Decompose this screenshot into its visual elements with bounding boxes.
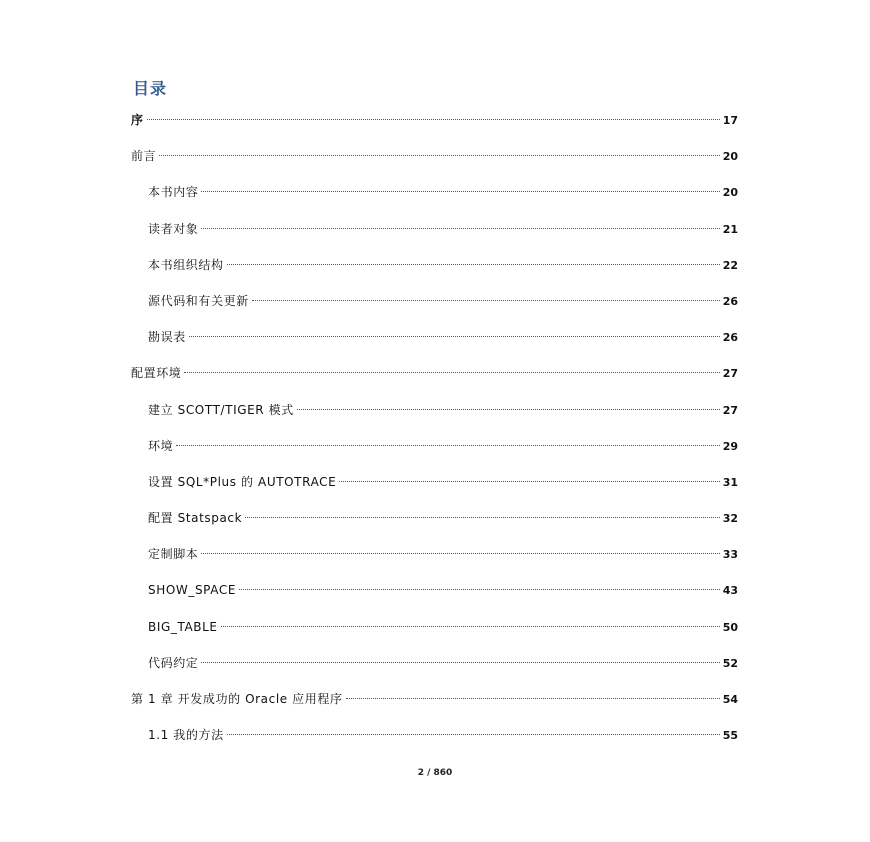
toc-entry-label[interactable]: 读者对象 bbox=[148, 221, 199, 236]
toc-entry[interactable] bbox=[131, 725, 738, 761]
toc-entry-label[interactable]: SHOW_SPACE bbox=[148, 583, 236, 598]
toc-entry-label[interactable]: 本书内容 bbox=[148, 185, 199, 200]
toc-entry-label[interactable]: 代码约定 bbox=[148, 655, 199, 670]
toc-entry-label[interactable]: 配置 Statspack bbox=[148, 511, 243, 526]
toc-entry[interactable] bbox=[131, 472, 738, 508]
toc-entry[interactable] bbox=[131, 219, 738, 255]
toc-entry-page-number[interactable]: 20 bbox=[722, 186, 738, 200]
toc-entry-label[interactable]: 勘误表 bbox=[148, 330, 186, 345]
toc-entry-page-number[interactable]: 27 bbox=[722, 403, 738, 417]
toc-dot-leader bbox=[227, 264, 720, 265]
toc-entry-label[interactable]: 本书组织结构 bbox=[148, 257, 224, 272]
toc-entry[interactable] bbox=[131, 255, 738, 291]
toc-entry-page-number[interactable]: 26 bbox=[722, 331, 738, 345]
toc-entry[interactable] bbox=[131, 146, 738, 182]
toc-dot-leader bbox=[221, 626, 720, 627]
toc-dot-leader bbox=[201, 191, 719, 192]
toc-entry[interactable] bbox=[131, 617, 738, 653]
toc-entry-page-number[interactable]: 33 bbox=[722, 548, 738, 562]
toc-dot-leader bbox=[159, 155, 719, 156]
toc-entry-label[interactable]: 建立 SCOTT/TIGER 模式 bbox=[148, 402, 294, 417]
toc-entry-page-number[interactable]: 52 bbox=[722, 656, 738, 670]
toc-dot-leader bbox=[201, 228, 719, 229]
toc-dot-leader bbox=[346, 698, 720, 699]
toc-dot-leader bbox=[252, 300, 720, 301]
toc-dot-leader bbox=[239, 589, 720, 590]
toc-dot-leader bbox=[339, 481, 719, 482]
toc-entry[interactable] bbox=[131, 400, 738, 436]
toc-entry[interactable] bbox=[131, 508, 738, 544]
toc-entry[interactable] bbox=[131, 689, 738, 725]
toc-dot-leader bbox=[147, 119, 720, 120]
toc-dot-leader bbox=[176, 445, 719, 446]
toc-dot-leader bbox=[227, 734, 720, 735]
toc-entry-page-number[interactable]: 29 bbox=[722, 439, 738, 453]
toc-entry[interactable] bbox=[131, 291, 738, 327]
toc-entry-label[interactable]: 第 1 章 开发成功的 Oracle 应用程序 bbox=[131, 692, 343, 706]
toc-entry[interactable] bbox=[131, 544, 738, 580]
toc-entry-label[interactable]: BIG_TABLE bbox=[148, 619, 218, 634]
toc-entry-page-number[interactable]: 20 bbox=[722, 150, 738, 164]
toc-entry-label[interactable]: 源代码和有关更新 bbox=[148, 293, 249, 308]
toc-dot-leader bbox=[184, 372, 719, 373]
toc-entry[interactable] bbox=[131, 110, 738, 146]
toc-dot-leader bbox=[201, 553, 719, 554]
toc-list bbox=[131, 110, 738, 761]
toc-entry[interactable] bbox=[131, 327, 738, 363]
toc-entry-page-number[interactable]: 17 bbox=[722, 114, 738, 127]
toc-entry[interactable] bbox=[131, 653, 738, 689]
toc-entry-label[interactable]: 序 bbox=[131, 113, 144, 127]
toc-entry[interactable] bbox=[131, 436, 738, 472]
toc-entry-page-number[interactable]: 54 bbox=[722, 693, 738, 706]
toc-entry-page-number[interactable]: 50 bbox=[722, 620, 738, 634]
toc-dot-leader bbox=[201, 662, 719, 663]
toc-entry-page-number[interactable]: 55 bbox=[722, 729, 738, 743]
toc-entry-page-number[interactable]: 22 bbox=[722, 258, 738, 272]
toc-dot-leader bbox=[297, 409, 720, 410]
toc-entry-page-number[interactable]: 26 bbox=[722, 294, 738, 308]
toc-entry-label[interactable]: 1.1 我的方法 bbox=[148, 728, 224, 743]
toc-entry-label[interactable]: 环境 bbox=[148, 438, 174, 453]
toc-entry-page-number[interactable]: 27 bbox=[722, 367, 738, 381]
toc-entry[interactable] bbox=[131, 363, 738, 399]
toc-entry-page-number[interactable]: 21 bbox=[722, 222, 738, 236]
toc-dot-leader bbox=[189, 336, 720, 337]
toc-entry-label[interactable]: 前言 bbox=[131, 149, 157, 164]
page-number-footer: 2 / 860 bbox=[417, 768, 453, 778]
toc-entry-label[interactable]: 定制脚本 bbox=[148, 547, 199, 562]
toc-heading: 目录 bbox=[133, 79, 168, 98]
toc-entry-page-number[interactable]: 32 bbox=[722, 512, 738, 526]
toc-entry-page-number[interactable]: 31 bbox=[722, 475, 738, 489]
toc-dot-leader bbox=[245, 517, 720, 518]
toc-entry-label[interactable]: 配置环境 bbox=[131, 366, 182, 381]
toc-entry[interactable] bbox=[131, 580, 738, 616]
toc-entry[interactable] bbox=[131, 182, 738, 218]
toc-entry-label[interactable]: 设置 SQL*Plus 的 AUTOTRACE bbox=[148, 474, 337, 489]
toc-entry-page-number[interactable]: 43 bbox=[722, 584, 738, 598]
